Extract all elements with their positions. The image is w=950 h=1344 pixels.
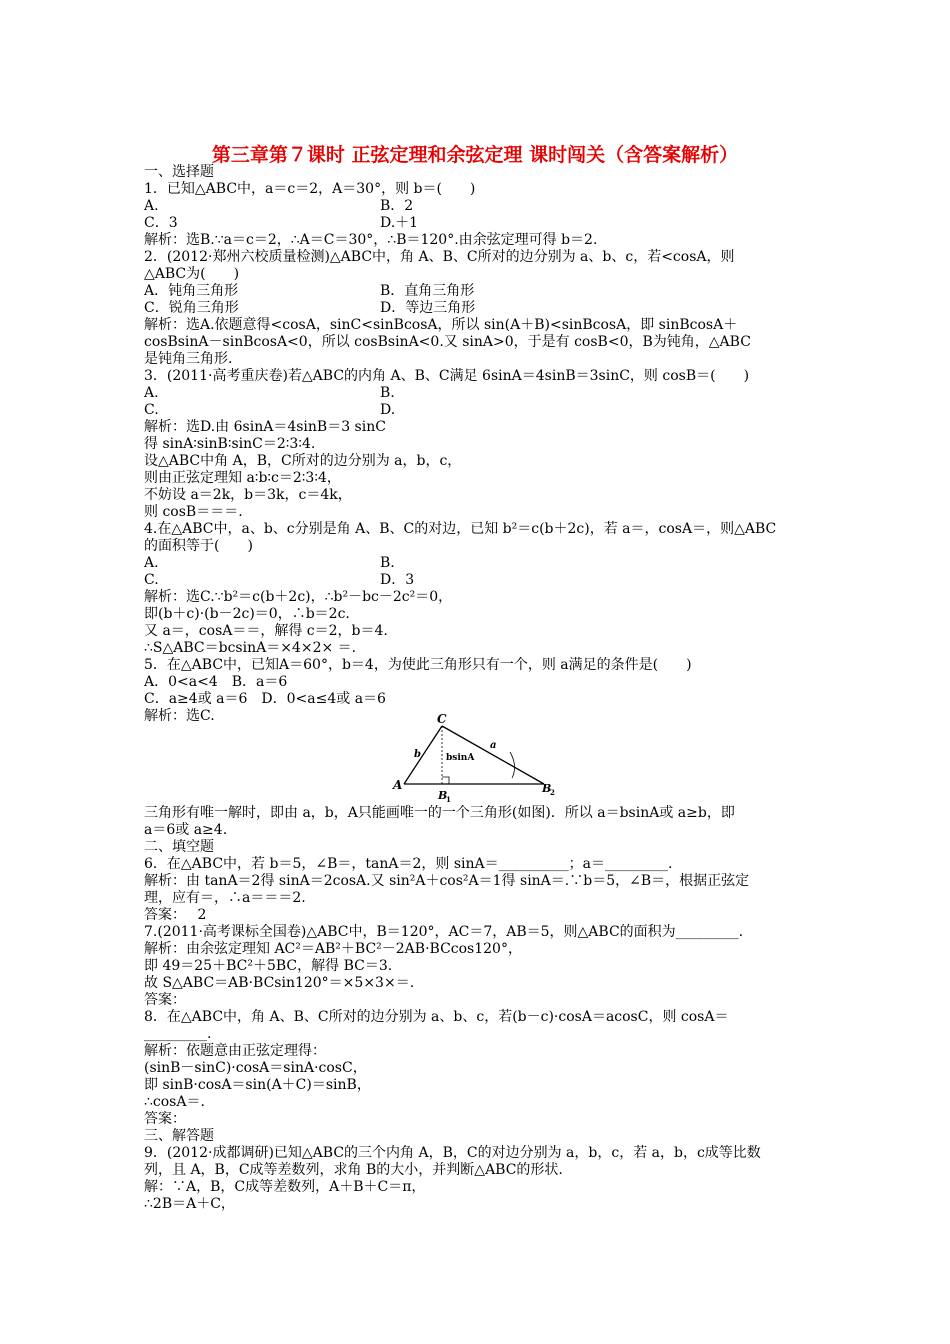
text-line: A. [144,198,159,214]
text-line: (sinB－sinC)·cosA＝sinA·cosC， [144,1060,367,1076]
label-height: bsinA [446,753,475,763]
text-line: ∴2B＝A＋C， [144,1196,235,1212]
text-line: 解析：依题意由正弦定理得： [144,1043,326,1059]
text-line: 不妨设 a＝2k，b＝3k，c＝4k， [144,487,352,503]
text-line: A．钝角三角形 [144,283,239,299]
text-line: 解：∵A，B，C成等差数列，A＋B＋C＝π， [144,1179,426,1195]
option-text: B．2 [380,198,414,214]
text-line: 答案： 2 [144,907,207,923]
label-vertex-b1: B [438,789,448,802]
text-line: 设△ABC中角 A，B，C所对的边分别为 a，b，c， [144,453,462,469]
text-line: 4.在△ABC中，a、b、c分别是角 A、B、C的对边，已知 b²＝c(b＋2c)，若 a＝，cosA＝，则△ABC [144,521,777,537]
text-line: C．a≥4或 a＝6 D．0<a≤4或 a＝6 [144,691,386,707]
text-line: a＝6或 a≥4. [144,822,228,838]
text-line: C．锐角三角形 [144,300,239,316]
text-line: 的面积等于( ) [144,538,253,554]
text-line: 6．在△ABC中，若 b＝5，∠B＝，tanA＝2，则 sinA＝__________；a＝_________. [144,856,673,872]
text-line: 解析：由余弦定理知 AC²＝AB²＋BC²－2AB·BCcos120°， [144,941,522,957]
text-line: 是钝角三角形. [144,351,233,367]
triangle-figure [390,712,590,804]
text-line: 2．(2012·郑州六校质量检测)△ABC中，角 A、B、C所对的边分别为 a、b、c，若<cosA，则 [144,249,735,265]
text-line: 二、填空题 [144,839,214,855]
label-vertex-b2: B [542,782,552,795]
label-vertex-a: A [393,778,403,792]
label-side-a: a [490,740,497,751]
label-vertex-c: C [437,712,447,726]
option-text: B．直角三角形 [380,283,475,299]
text-line: 理，应有＝，∴a＝＝＝2. [144,890,306,906]
text-line: 7.(2011·高考课标全国卷)△ABC中，B＝120°，AC＝7，AB＝5，则△ABC的面积为_________. [144,924,744,940]
text-line: 又 a＝，cosA＝＝，解得 c＝2，b＝4. [144,623,388,639]
text-line: 9．(2012·成都调研)已知△ABC的三个内角 A，B，C的对边分别为 a，b，c，若 a，b，c成等比数 [144,1145,761,1161]
right-angle-mark [442,777,449,784]
label-side-b: b [414,749,421,760]
text-line: A. [144,555,159,571]
text-line: 三角形有唯一解时，即由 a，b，A只能画唯一的一个三角形(如图)．所以 a＝bsinA或 a≥b，即 [144,805,735,821]
text-line: 解析：选A.依题意得<cosA，sinC<sinBcosA，所以 sin(A＋B)<sinBcosA，即 sinBcosA＋ [144,317,738,333]
text-line: _________. [144,1026,212,1042]
text-line: 故 S△ABC＝AB·BCsin120°＝×5×3×＝. [144,975,415,991]
option-text: B. [380,385,395,401]
text-line: A．0<a<4 B．a＝6 [144,674,288,690]
text-line: 则 cosB＝＝＝. [144,504,243,520]
text-line: C. [144,572,159,588]
text-line: 5．在△ABC中，已知A＝60°，b＝4，为使此三角形只有一个，则 a满足的条件是( ) [144,657,692,673]
page-title: 第三章第７课时 正弦定理和余弦定理 课时闯关（含答案解析） [211,144,739,166]
text-line: 解析：由 tanA＝2得 sinA＝2cosA.又 sin²A＋cos²A＝1得 sinA＝.∵b＝5，∠B＝，根据正弦定 [144,873,750,889]
text-line: A. [144,385,159,401]
option-text: D.＋1 [380,215,419,231]
text-line: 1．已知△ABC中，a＝c＝2，A＝30°，则 b＝( ) [144,181,476,197]
text-line: 8．在△ABC中，角 A、B、C所对的边分别为 a、b、c，若(b－c)·cosA＝acosC，则 cosA＝ [144,1009,729,1025]
text-line: 解析：选D.由 6sinA＝4sinB＝3 sinC [144,419,386,435]
side-b [404,726,442,784]
text-line: C．3 [144,215,178,231]
option-text: D．等边三角形 [380,300,476,316]
option-text: D．3 [380,572,415,588]
text-line: 3．(2011·高考重庆卷)若△ABC的内角 A、B、C满足 6sinA＝4sinB＝3sinC，则 cosB＝( ) [144,368,750,384]
text-line: 解析：选C. [144,708,215,724]
text-line: ∴S△ABC＝bcsinA＝×4×2× ＝. [144,640,357,656]
text-line: 则由正弦定理知 a∶b∶c＝2∶3∶4， [144,470,341,486]
text-line: 列，且 A，B，C成等差数列，求角 B的大小，并判断△ABC的形状. [144,1162,563,1178]
text-line: 得 sinA∶sinB∶sinC＝2∶3∶4. [144,436,316,452]
text-line: 解析：选C.∵b²＝c(b＋2c)，∴b²－bc－2c²＝0， [144,589,453,605]
label-sub-b1: 1 [446,795,451,804]
text-line: 即(b＋c)·(b－2c)＝0，∴b＝2c. [144,606,350,622]
text-line: ∴cosA＝. [144,1094,205,1110]
text-line: 答案： [144,992,186,1008]
text-line: 即 49＝25＋BC²＋5BC，解得 BC＝3. [144,958,393,974]
label-sub-b2: 2 [550,788,555,797]
text-line: 答案： [144,1111,186,1127]
text-line: 三、解答题 [144,1128,214,1144]
text-line: 即 sinB·cosA＝sin(A＋C)＝sinB， [144,1077,371,1093]
text-line: cosBsinA－sinBcosA<0，所以 cosBsinA<0.又 sinA>0，于是有 cosB<0，B为钝角，△ABC [144,334,751,350]
text-line: △ABC为( ) [144,266,240,282]
text-line: 一、选择题 [144,164,214,180]
text-line: C. [144,402,159,418]
option-text: D. [380,402,396,418]
text-line: 解析：选B.∵a＝c＝2，∴A＝C＝30°，∴B＝120°.由余弦定理可得 b＝2. [144,232,598,248]
option-text: B. [380,555,395,571]
